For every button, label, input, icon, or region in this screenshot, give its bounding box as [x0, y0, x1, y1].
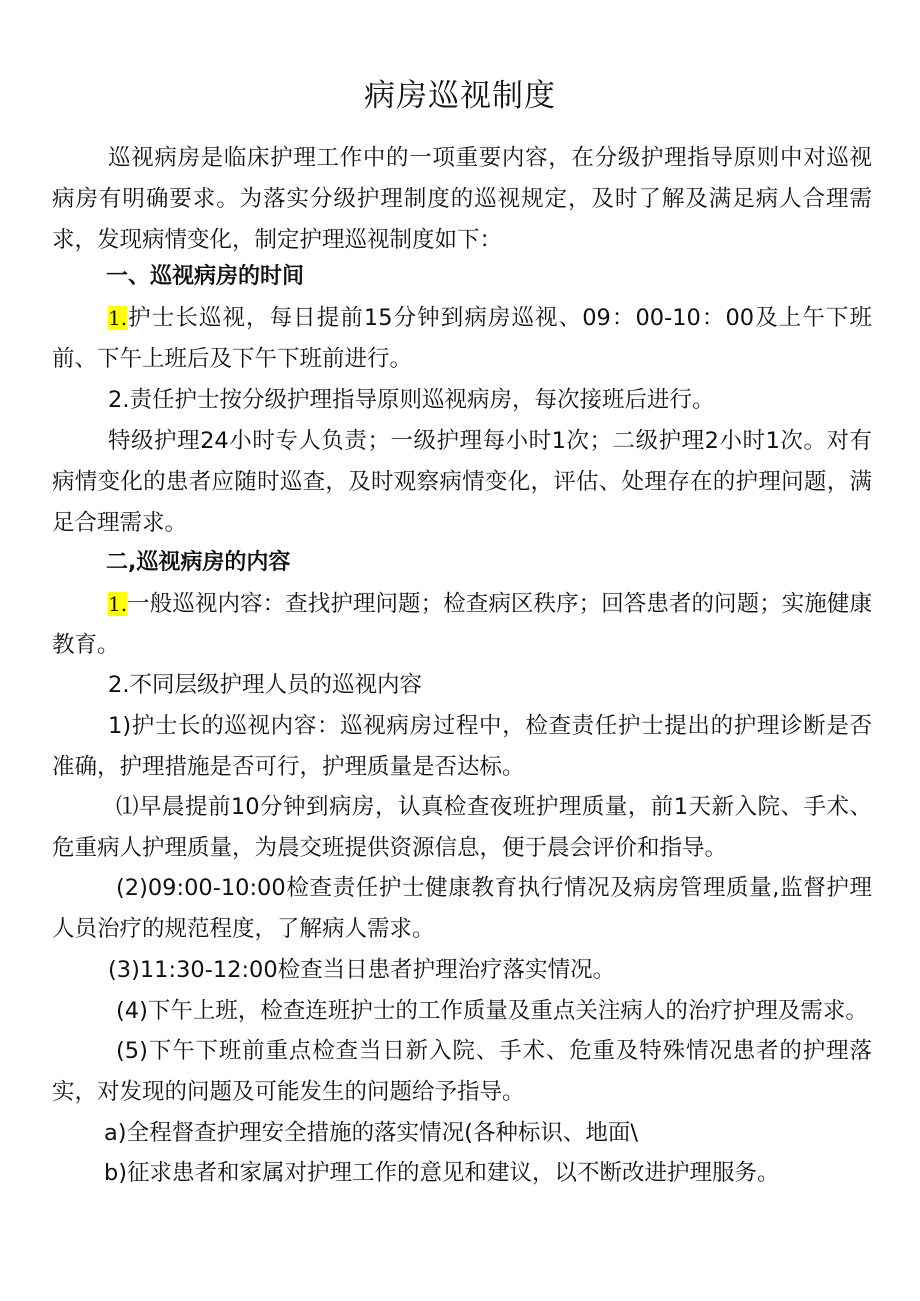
subitem-b: b)征求患者和家属对护理工作的意见和建议，以不断改进护理服务。: [104, 1160, 780, 1186]
section2-item2: 2.不同层级护理人员的巡视内容: [108, 672, 422, 698]
schedule-item-3: (3)11:30-12:00检查当日患者护理治疗落实情况。: [108, 957, 616, 983]
head-nurse-inspection: 1)护士长的巡视内容：巡视病房过程中，检查责任护士提出的护理诊断是否准确，护理措施是否可行，护理质量是否达标。: [52, 713, 872, 780]
section2-item1-text: 一般巡视内容：查找护理问题；检查病区秩序；回答患者的问题；实施健康教育。: [52, 591, 872, 658]
schedule-item-1: ⑴早晨提前10分钟到病房，认真检查夜班护理质量，前1天新入院、手术、危重病人护理质量，为晨交班提供资源信息，便于晨会评价和指导。: [52, 794, 872, 861]
section1-heading: 一、巡视病房的时间: [106, 264, 305, 289]
section1-item2: 2.责任护士按分级护理指导原则巡视病房，每次接班后进行。: [108, 387, 715, 413]
section1-item1-text: 护士长巡视，每日提前15分钟到病房巡视、09：00-10：00及上午下班前、下午上班后及下午下班前进行。: [52, 305, 872, 372]
document-title: 病房巡视制度: [364, 78, 556, 114]
highlighted-number: 1.: [108, 306, 128, 330]
section2-item1: [52, 584, 872, 666]
section1-item3: 特级护理24小时专人负责；一级护理每小时1次；二级护理2小时1次。对有病情变化的患者应随时巡查，及时观察病情变化，评估、处理存在的护理问题，满足合理需求。: [52, 428, 872, 536]
subitem-a: a)全程督查护理安全措施的落实情况(各种标识、地面\: [104, 1120, 638, 1146]
intro-paragraph: 巡视病房是临床护理工作中的一项重要内容，在分级护理指导原则中对巡视病房有明确要求。为落实分级护理制度的巡视规定，及时了解及满足病人合理需求，发现病情变化，制定护理巡视制度如下：: [52, 145, 872, 253]
schedule-item-2: (2)09:00-10:00检查责任护士健康教育执行情况及病房管理质量,监督护理人员治疗的规范程度，了解病人需求。: [52, 875, 872, 942]
section1-item1: [52, 298, 872, 380]
section2-heading: 二,巡视病房的内容: [106, 550, 291, 575]
highlighted-number: 1.: [108, 592, 128, 616]
schedule-item-4: (4)下午上班，检查连班护士的工作质量及重点关注病人的治疗护理及需求。: [116, 998, 868, 1024]
schedule-item-5: (5)下午下班前重点检查当日新入院、手术、危重及特殊情况患者的护理落实，对发现的问题及可能发生的问题给予指导。: [52, 1038, 872, 1105]
